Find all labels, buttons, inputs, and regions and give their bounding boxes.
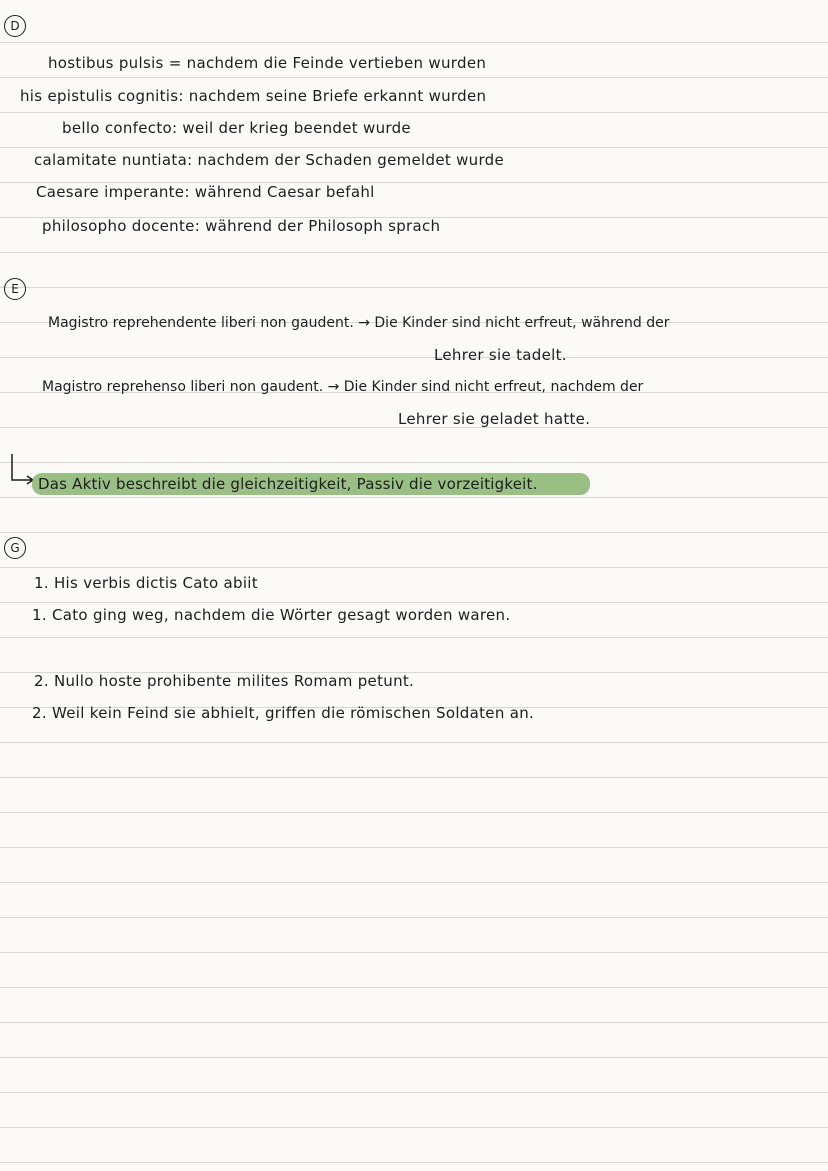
section-d-line-4: calamitate nuntiata: nachdem der Schaden gemeldet wurde <box>34 151 505 169</box>
section-d-line-6: philosopho docente: während der Philosoph sprach <box>42 217 441 235</box>
section-d-line-1: hostibus pulsis = nachdem die Feinde vertieben wurden <box>48 54 487 72</box>
section-e-note: Das Aktiv beschreibt die gleichzeitigkeit, Passiv die vorzeitigkeit. <box>38 475 538 493</box>
section-g-line-2: 1. Cato ging weg, nachdem die Wörter gesagt worden waren. <box>32 606 511 624</box>
section-g-line-1: 1. His verbis dictis Cato abiit <box>34 574 258 592</box>
section-e-line-4: Lehrer sie geladet hatte. <box>398 410 591 428</box>
section-g-line-4: 2. Weil kein Feind sie abhielt, griffen die römischen Soldaten an. <box>32 704 535 722</box>
section-e-marker: E <box>4 278 26 300</box>
section-e-line-3: Magistro reprehenso liberi non gaudent. → Die Kinder sind nicht erfreut, nachdem der <box>42 379 644 395</box>
section-d-line-2: his epistulis cognitis: nachdem seine Briefe erkannt wurden <box>20 87 487 105</box>
section-g-line-3: 2. Nullo hoste prohibente milites Romam petunt. <box>34 672 415 690</box>
section-g-marker: G <box>4 537 26 559</box>
section-d-marker: D <box>4 15 26 37</box>
section-d-line-5: Caesare imperante: während Caesar befahl <box>36 183 375 201</box>
section-e-line-2: Lehrer sie tadelt. <box>434 346 567 364</box>
section-e-line-1: Magistro reprehendente liberi non gaudent. → Die Kinder sind nicht erfreut, während der <box>48 315 670 331</box>
section-d-line-3: bello confecto: weil der krieg beendet wurde <box>62 119 411 137</box>
